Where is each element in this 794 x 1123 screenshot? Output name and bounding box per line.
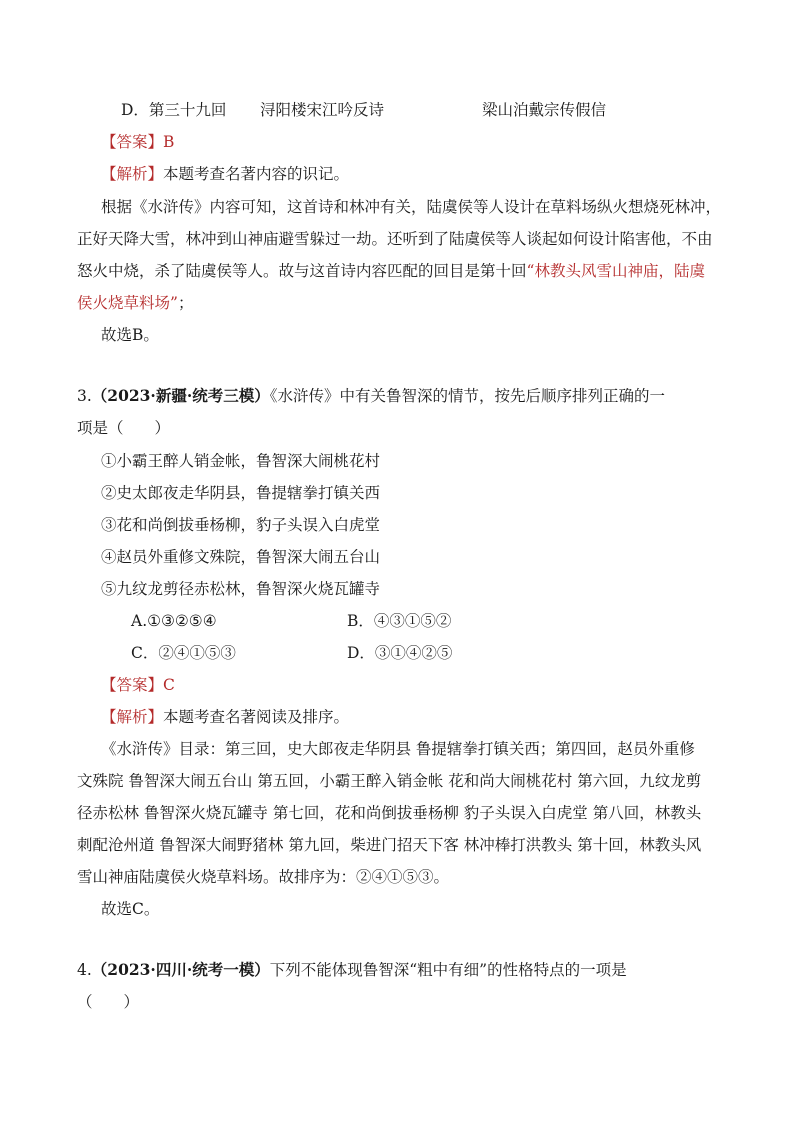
q3-options-row-1 (131, 610, 452, 632)
q3-item: ④赵员外重修文殊院，鲁智深大闹五台山 (101, 548, 381, 566)
q2-analysis-line: 正好天降大雪，林冲到山神庙避雪躲过一劫。还听到了陆虞侯等人谈起如何设计陷害他，不由 (77, 230, 713, 248)
q3-option-b: B．④③①⑤② (347, 612, 452, 630)
q2-analysis-line (77, 292, 193, 314)
analysis-tag: 【解析】 (101, 708, 164, 726)
q3-analysis-line: 《水浒传》目录：第三回，史大郎夜走华阴县 鲁提辖拳打镇关西；第四回，赵员外重修 (101, 740, 695, 758)
analysis-intro-text: 本题考查名著阅读及排序。 (163, 708, 350, 726)
q3-analysis-line: 径赤松林 鲁智深火烧瓦罐寺 第七回，花和尚倒拔垂杨柳 豹子头误入白虎堂 第八回，林教头 (77, 804, 702, 822)
q3-option-a: A.①③②⑤④ (131, 612, 217, 630)
q3-item: ⑤九纹龙剪径赤松林，鲁智深火烧瓦罐寺 (101, 580, 381, 598)
q4-answer-blank: （ ） (77, 993, 140, 1011)
q2-answer (101, 131, 174, 153)
q4-number: 4. (77, 961, 92, 979)
q3-stem (77, 385, 665, 407)
q3-stem-text: 《水浒传》中有关鲁智深的情节，按先后顺序排列正确的一 (269, 387, 665, 405)
q2-analysis-end: ； (177, 294, 194, 312)
q3-number: 3. (77, 387, 92, 405)
q4-stem (77, 959, 627, 981)
answer-tag: 【答案】 (101, 133, 164, 151)
q2-highlight-text: 侯火烧草料场” (77, 294, 178, 312)
q3-answer (101, 674, 175, 696)
q2-analysis-intro (101, 163, 349, 185)
q3-stem-line2: 项是（ ） (77, 419, 171, 437)
q3-item: ①小霸王醉人销金帐，鲁智深大闹桃花村 (101, 452, 381, 470)
q3-analysis-line: 文殊院 鲁智深大闹五台山 第五回，小霸王醉入销金帐 花和尚大闹桃花村 第六回，九纹龙剪 (77, 772, 702, 790)
q3-item: ②史太郎夜走华阴县，鲁提辖拳打镇关西 (101, 484, 381, 502)
q3-options-row-2 (131, 642, 453, 664)
q3-analysis-intro (101, 706, 349, 728)
q2-analysis-line (77, 260, 705, 282)
q2-conclusion: 故选B。 (101, 326, 159, 344)
q2-analysis-line: 根据《水浒传》内容可知，这首诗和林冲有关，陆虞侯等人设计在草料场纵火想烧死林冲， (101, 198, 722, 216)
analysis-tag: 【解析】 (101, 165, 164, 183)
q3-option-d: D．③①④②⑤ (347, 644, 453, 662)
q2-analysis-text: 怒火中烧，杀了陆虞侯等人。故与这首诗内容匹配的回目是第十回 (77, 262, 527, 280)
q4-source: （2023·四川·统考一模） (91, 960, 270, 979)
analysis-intro-text: 本题考查名著内容的识记。 (163, 165, 350, 183)
q2-option-d (121, 99, 607, 121)
q2-option-d-part1: 浔阳楼宋江吟反诗 (260, 101, 385, 119)
answer-value: B (163, 133, 175, 151)
answer-value: C (163, 676, 175, 694)
q2-option-d-part2: 梁山泊戴宗传假信 (482, 101, 607, 119)
answer-tag: 【答案】 (101, 676, 164, 694)
q3-item: ③花和尚倒拔垂杨柳，豹子头误入白虎堂 (101, 516, 381, 534)
q3-analysis-line: 雪山神庙陆虞侯火烧草料场。故排序为：②④①⑤③。 (77, 868, 450, 886)
q2-highlight-text: “林教头风雪山神庙，陆虞 (526, 262, 705, 280)
q3-option-c: C．②④①⑤③ (131, 644, 236, 662)
q3-source: （2023·新疆·统考三模） (91, 386, 270, 405)
q2-option-d-label: D．第三十九回 (121, 101, 227, 119)
q3-analysis-line: 刺配沧州道 鲁智深大闹野猪林 第九回，柴进门招天下客 林冲棒打洪教头 第十回，林教头风 (77, 836, 702, 854)
q4-stem-text: 下列不能体现鲁智深“粗中有细”的性格特点的一项是 (269, 961, 627, 979)
q3-conclusion: 故选C。 (101, 900, 160, 918)
